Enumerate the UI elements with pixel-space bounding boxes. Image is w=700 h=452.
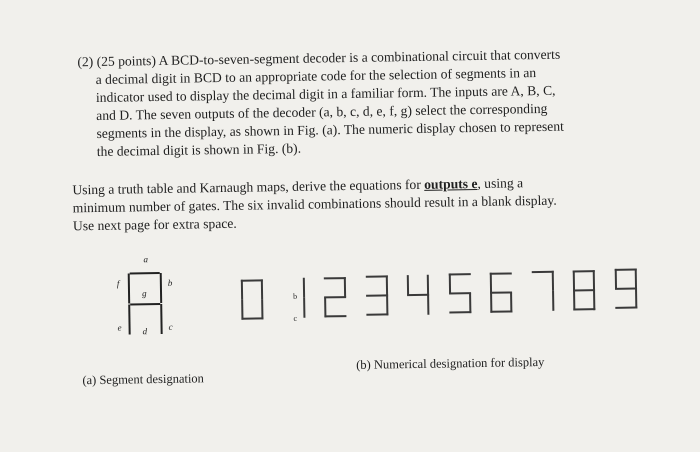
display-digit-6 bbox=[490, 272, 531, 325]
digit-7-segment-a bbox=[531, 271, 553, 273]
digit-1-segment-c bbox=[303, 298, 305, 318]
digit-6-segment-f bbox=[490, 272, 492, 292]
digit-2-segment-a bbox=[324, 277, 346, 279]
segment-label-g: g bbox=[141, 288, 147, 299]
display-digit-5 bbox=[448, 273, 489, 326]
segment-f-bar bbox=[128, 273, 130, 303]
segment-label-e: e bbox=[117, 322, 122, 333]
digit-0-segment-e bbox=[241, 300, 243, 320]
digit-3-segment-a bbox=[365, 276, 387, 278]
segment-label-d: d bbox=[142, 326, 148, 337]
digit-9-segment-f bbox=[614, 269, 616, 289]
digit-1-segment-b bbox=[302, 278, 304, 298]
instruction-text-end: , using a bbox=[477, 175, 524, 191]
segment-designation-figure bbox=[110, 248, 182, 349]
digit-0-segment-f bbox=[241, 280, 243, 300]
problem-line-4: and D. The seven outputs of the decoder (a, b, c, d, e, f, g) select the corresponding bbox=[96, 100, 548, 123]
digit-6-segment-a bbox=[490, 272, 512, 274]
problem-line-1: (2) (25 points) A BCD-to-seven-segment decoder is a combinational circuit that converts bbox=[77, 46, 561, 70]
display-digit-9 bbox=[614, 268, 655, 321]
digit-7-segment-b bbox=[551, 271, 553, 291]
digit-5-segment-a bbox=[448, 273, 470, 275]
instruction-line-3: Use next page for extra space. bbox=[72, 215, 237, 234]
display-digit-2 bbox=[324, 277, 365, 330]
digit-2-segment-b bbox=[344, 277, 346, 297]
display-digit-0 bbox=[241, 279, 282, 332]
figure-a-caption: (a) Segment designation bbox=[82, 371, 204, 388]
digit-8-segment-d bbox=[573, 308, 595, 310]
numerical-display-figure bbox=[241, 273, 672, 340]
digit-9-segment-b bbox=[634, 269, 636, 289]
outputs-e-emphasis: outputs e bbox=[424, 175, 478, 192]
segment-a-bar bbox=[130, 272, 160, 274]
problem-line-3: indicator used to display the decimal digit in a familiar form. The inputs are A, B, C, bbox=[95, 82, 556, 105]
digit-7-segment-c bbox=[552, 291, 554, 311]
digit-8-segment-g bbox=[573, 289, 595, 291]
digit-4-segment-b bbox=[427, 275, 429, 295]
digit-0-segment-a bbox=[241, 279, 263, 281]
digit-3-segment-d bbox=[366, 314, 388, 316]
digit-5-segment-f bbox=[448, 274, 450, 294]
segment-b-bar bbox=[160, 273, 162, 303]
digit-9-segment-g bbox=[615, 288, 637, 290]
segment-g-bar bbox=[130, 303, 160, 305]
display-digit-3 bbox=[365, 275, 406, 328]
segment-label-f: f bbox=[116, 278, 120, 289]
digit-8-segment-f bbox=[573, 270, 575, 290]
segment-label-a: a bbox=[143, 254, 149, 265]
instruction-text-start: Using a truth table and Karnaugh maps, derive the equations for bbox=[72, 176, 425, 198]
display-digit-8 bbox=[573, 269, 614, 322]
digit-8-segment-a bbox=[573, 270, 595, 272]
digit-8-segment-b bbox=[593, 270, 595, 290]
problem-line-2: a decimal digit in BCD to an appropriate code for the selection of segments in an bbox=[95, 65, 537, 87]
figure-b-caption: (b) Numerical designation for display bbox=[356, 354, 545, 372]
digit-4-segment-c bbox=[427, 295, 429, 315]
segment-e-bar bbox=[128, 304, 130, 334]
digit-1-label-c: c bbox=[293, 313, 298, 323]
digit-0-segment-b bbox=[261, 279, 263, 299]
segment-c-bar bbox=[160, 304, 162, 334]
display-digit-1 bbox=[282, 278, 323, 331]
digit-3-segment-b bbox=[385, 276, 387, 296]
segment-label-b: b bbox=[167, 277, 173, 288]
digit-2-segment-d bbox=[324, 315, 346, 317]
digit-4-segment-f bbox=[407, 275, 409, 295]
display-digit-7 bbox=[531, 271, 572, 324]
digit-9-segment-d bbox=[615, 307, 637, 309]
display-digit-4 bbox=[407, 274, 448, 327]
digit-5-segment-g bbox=[449, 292, 471, 294]
problem-line-5: segments in the display, as shown in Fig. (a). The numeric display chosen to represent bbox=[96, 118, 564, 141]
digit-4-segment-g bbox=[407, 294, 429, 296]
digit-0-segment-d bbox=[241, 317, 263, 319]
segment-label-c: c bbox=[168, 321, 173, 332]
digit-5-segment-d bbox=[449, 311, 471, 313]
problem-line-6: the decimal digit is shown in Fig. (b). bbox=[96, 140, 302, 159]
digit-1-label-b: b bbox=[293, 291, 298, 301]
digit-6-segment-g bbox=[490, 291, 512, 293]
digit-8-segment-e bbox=[573, 290, 575, 310]
digit-9-segment-a bbox=[614, 269, 636, 271]
digit-6-segment-c bbox=[510, 292, 512, 312]
digit-2-segment-g bbox=[324, 296, 346, 298]
instruction-line-2: minimum number of gates. The six invalid combinations should result in a blank display. bbox=[72, 192, 557, 216]
digit-6-segment-d bbox=[490, 310, 512, 312]
digit-3-segment-g bbox=[366, 295, 388, 297]
